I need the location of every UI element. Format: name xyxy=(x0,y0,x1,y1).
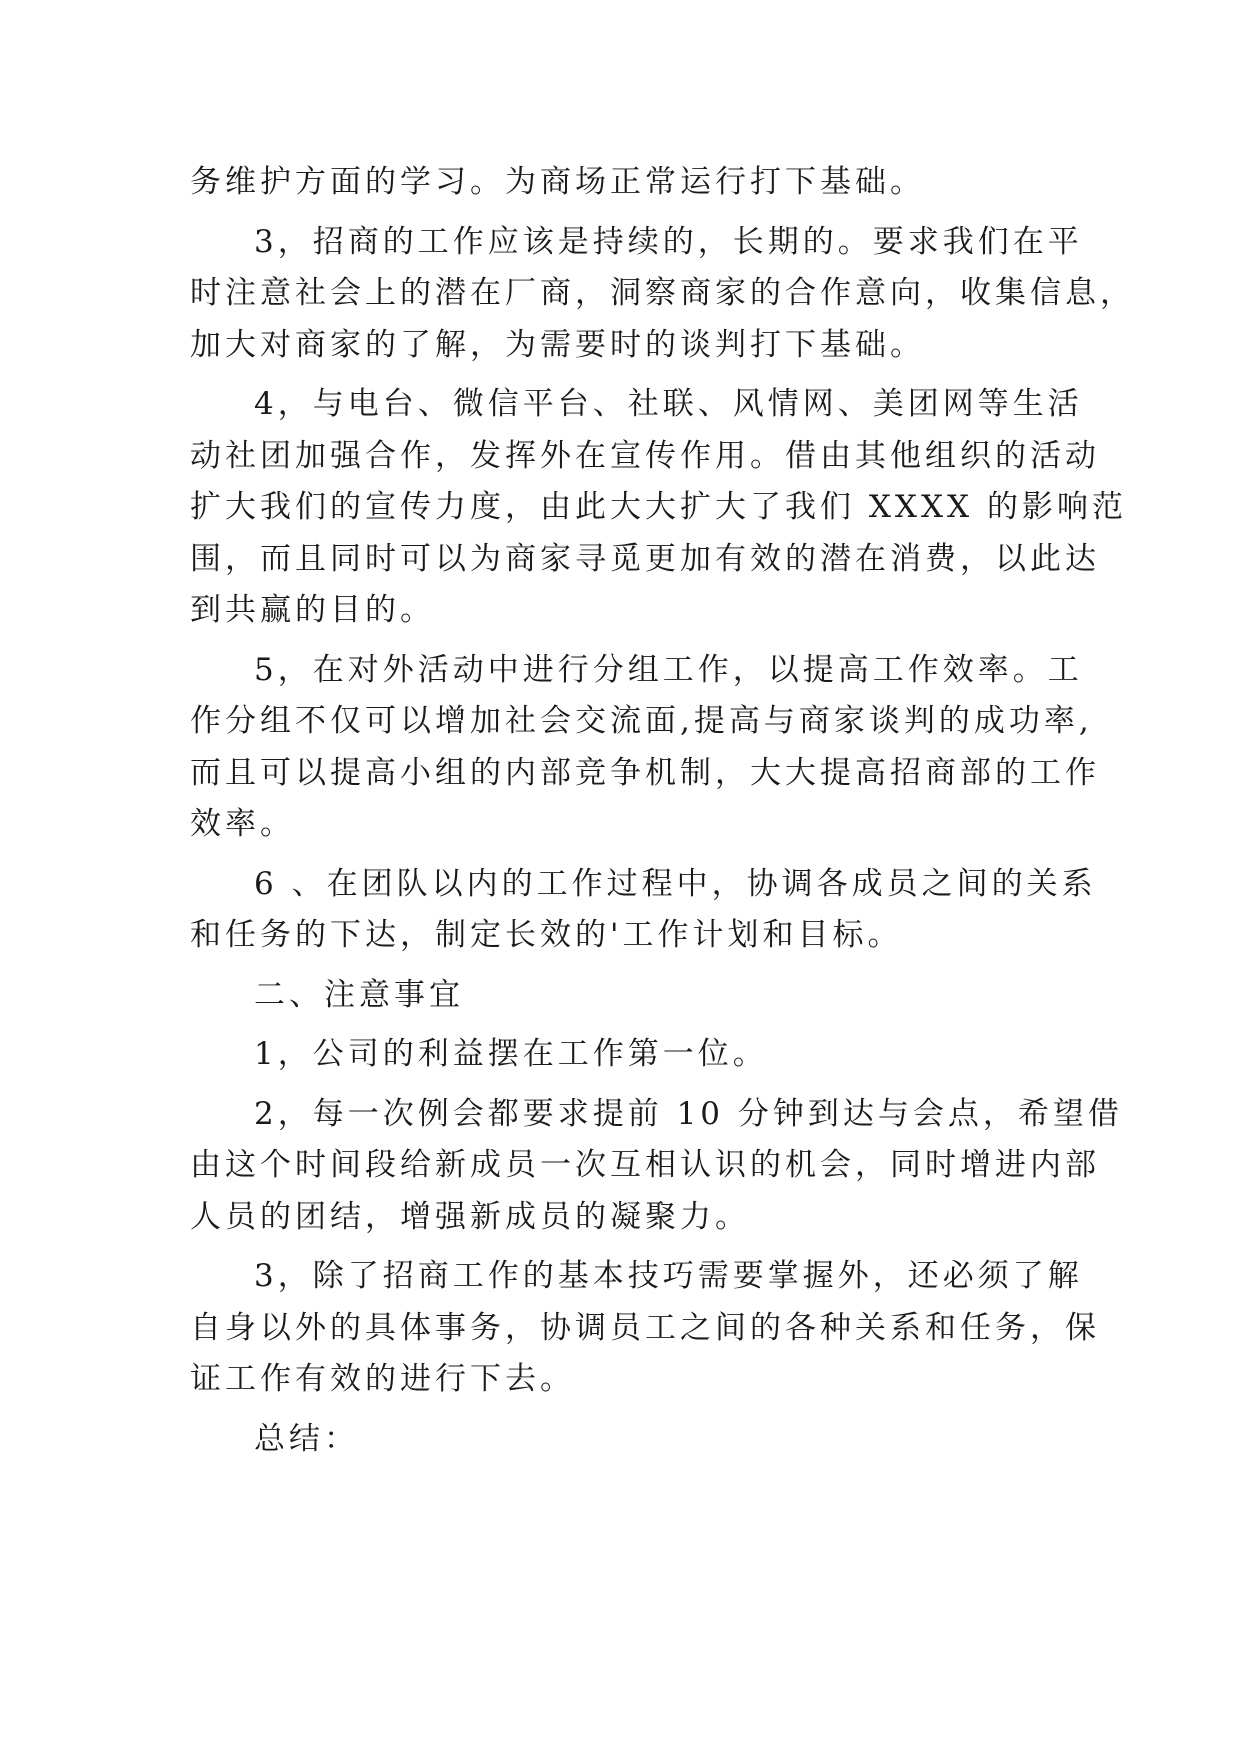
text-line: 时注意社会上的潜在厂商，洞察商家的合作意向，收集信息， xyxy=(190,275,1135,311)
text-line: 围，而且同时可以为商家寻觅更加有效的潜在消费，以此达 xyxy=(190,540,1100,577)
paragraph-item-5-group-work xyxy=(190,645,1100,851)
paragraph-maintenance-study xyxy=(190,157,1060,209)
paragraph-item-3-continuous-investment xyxy=(190,217,1135,372)
text-line: 自身以外的具体事务，协调员工之间的各种关系和任务，保 xyxy=(190,1309,1100,1346)
text-line: 3，招商的工作应该是持续的，长期的。要求我们在平 xyxy=(254,223,1083,260)
text-line: 而且可以提高小组的内部竞争机制，大大提高招商部的工作 xyxy=(190,754,1100,791)
text-line: 务维护方面的学习。为商场正常运行打下基础。 xyxy=(190,164,925,200)
text-line: 到共赢的目的。 xyxy=(190,592,435,628)
text-line: 和任务的下达，制定长效的'工作计划和目标。 xyxy=(190,917,903,953)
summary-heading xyxy=(190,1414,1060,1466)
paragraph-note-2 xyxy=(190,1089,1123,1244)
text-line: 效率。 xyxy=(190,806,295,842)
text-line: 证工作有效的进行下去。 xyxy=(190,1361,575,1397)
text-line: 2，每一次例会都要求提前 10 分钟到达与会点，希望借 xyxy=(254,1095,1123,1132)
paragraph-note-3 xyxy=(190,1251,1100,1406)
text-line: 3，除了招商工作的基本技巧需要掌握外，还必须了解 xyxy=(254,1258,1083,1294)
text-line: 6 、在团队以内的工作过程中，协调各成员之间的关系 xyxy=(254,865,1097,902)
section-heading-notes xyxy=(190,970,1060,1022)
text-line: 二、注意事宜 xyxy=(254,976,464,1013)
text-line: 4，与电台、微信平台、社联、风情网、美团网等生活 xyxy=(254,386,1083,422)
text-line: 人员的团结，增强新成员的凝聚力。 xyxy=(190,1198,750,1235)
text-line: 加大对商家的了解，为需要时的谈判打下基础。 xyxy=(190,326,925,363)
text-line: 作分组不仅可以增加社会交流面,提高与商家谈判的成功率, xyxy=(190,703,1093,739)
text-line: 由这个时间段给新成员一次互相认识的机会，同时增进内部 xyxy=(190,1147,1100,1183)
text-line: 总结： xyxy=(254,1420,359,1457)
paragraph-item-6-team-coordination xyxy=(190,859,1097,962)
text-line: 动社团加强合作，发挥外在宣传作用。借由其他组织的活动 xyxy=(190,437,1100,474)
text-line: 1，公司的利益摆在工作第一位。 xyxy=(254,1036,768,1072)
text-line: 5，在对外活动中进行分组工作，以提高工作效率。工 xyxy=(254,651,1083,688)
text-line: 扩大我们的宣传力度，由此大大扩大了我们 XXXX 的影响范 xyxy=(190,489,1127,525)
paragraph-item-4-cooperation xyxy=(190,379,1127,637)
paragraph-note-1 xyxy=(190,1029,1060,1081)
document-body xyxy=(190,157,1135,1473)
